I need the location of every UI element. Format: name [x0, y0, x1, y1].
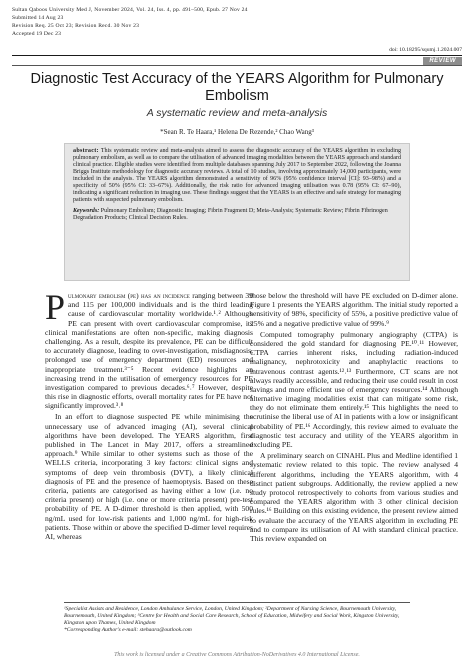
- submitted-date: Submitted 14 Aug 23: [12, 15, 64, 21]
- revision-dates: Revision Req. 25 Oct 23; Revision Recd. 30 Nov 23: [12, 23, 140, 29]
- abstract-label: abstract:: [73, 148, 99, 154]
- footnote-rule: [64, 602, 410, 603]
- accepted-date: Accepted 19 Dec 23: [12, 31, 62, 37]
- drop-cap: P: [45, 287, 66, 327]
- body-paragraph: [45, 287, 253, 411]
- author-list: *Sean R. Te Haara,¹ Helena De Rezende,² Chao Wang³: [160, 128, 314, 136]
- body-paragraph: those below the threshold will have PE excluded on D-dimer alone. Figure 1 presents the YEARS algorithm. The initial study reported a sensitivity of 98%, specificity of 55%, a positive predictive value of 25% and a negative predictive value of 99%.⁹: [250, 291, 458, 328]
- body-paragraph: A preliminary search on CINAHL Plus and Medline identified 1 systematic review related to this topic. The review analysed 4 different algorithms, including the YEARS algorithm, with 4 distinct patient subgroups. Additionally, the review applied a new study protocol retrospectively to cohorts from various studies and compared the YEARS algorithm with 3 other clinical decision rules.¹⁶ Building on this existing evidence, the present review aimed to evaluate the accuracy of the YEARS algorithm in excluding PE and to compare its utilisation of AI with standard clinical practice. This review expanded on: [250, 451, 458, 543]
- corresponding-author: *Corresponding Author's e-mail: stehaara@outlook.com: [64, 627, 192, 633]
- body-column-right: [250, 291, 458, 543]
- section-tag: REVIEW: [423, 57, 462, 65]
- lead-in-smallcaps: ulmonary embolism (pe) has an incidence: [68, 291, 190, 300]
- abstract: [73, 148, 401, 204]
- doi[interactable]: doi: 10.18295/squmj.1.2024.007: [389, 47, 462, 53]
- section-bar: [12, 57, 462, 66]
- license-notice[interactable]: This work is licensed under a Creative Commons Attribution-NoDerivatives 4.0 International License.: [114, 652, 360, 658]
- body-column-left: [45, 287, 253, 541]
- affiliations: ¹Specialist Assists and Residence, London Ambulance Service, London, United Kingdom; ²Department of Nursing Science, Bournemouth University, Bournemouth, United Kingdom; ³Centre for Health and Social Care Research, School of Education, Midwifery and Social Work, Kingston University, Kingston upon Thames, United Kingdom: [64, 606, 400, 626]
- footnotes: [64, 606, 410, 634]
- abstract-text: This systematic review and meta-analysis aimed to assess the diagnostic accuracy of the YEARS algorithm in excluding pulmonary embolism, as well as to compare the utilisation of advanced imaging modalities between the YEARS approach and standard clinical practice. Eligible studies were identified from multiple databases spanning July 2017 to September 2022, following the Joanna Briggs Institute methodology for diagnostic accuracy reviews. A total of 10 studies, involving approximately 14,000 participants, were included in the analysis. The YEARS algorithm demonstrated a sensitivity of 96% (95% confidence interval [CI]: 93–98%) and a specificity of 50% (95% CI: 33–67%). Additionally, the risk ratio for advanced imaging utilisation was 0.78 (95% CI: 67–90), indicating a significant reduction in imaging use. These findings suggest that the YEARS is an effective and safe strategy for managing patients with suspected pulmonary embolism.: [73, 148, 401, 203]
- keywords: [73, 208, 401, 222]
- body-paragraph: Computed tomography pulmonary angiography (CTPA) is considered the gold standard for diagnosing PE.¹⁰˒¹¹ However, CTPA carries inherent risks, including radiation-induced malignancy, nephrotoxicity and anaphylactic reactions to intravenous contrast agents.¹²˒¹³ Furthermore, CT scans are not always readily accessible, and reducing their use could result in cost savings and more efficient use of emergency resources.¹⁴ Although alternative imaging modalities exist that can mitigate some risk, they do not eliminate them entirely.¹⁵ This highlights the need to scrutinise the liberal use of AI in patients with a low or insignificant probability of PE.¹⁶ Accordingly, this review aimed to evaluate the diagnostic test accuracy and utility of the YEARS algorithm in excluding PE.: [250, 329, 458, 449]
- keywords-label: Keywords:: [73, 207, 100, 214]
- article-title: Diagnostic Test Accuracy of the YEARS Algorithm for Pulmonary Embolism: [30, 71, 444, 104]
- abstract-box: [64, 143, 410, 281]
- keywords-text: Pulmonary Embolism; Diagnostic Imaging; Fibrin Fragment D; Meta-Analysis; Systematic Review; Fibrin Fibrinogen Degradation Products; Clinical Decision Rules.: [73, 207, 388, 221]
- article-subtitle: A systematic review and meta-analysis: [146, 107, 328, 119]
- header-rule: [12, 55, 462, 56]
- journal-citation: Sultan Qaboos University Med J, November 2024, Vol. 24, Iss. 4, pp. 491–500, Epub. 27 Nov 24: [12, 7, 248, 13]
- paragraph-text: ranging between 39 and 115 per 100,000 individuals and is the third leading cause of cardiovascular mortality worldwide.¹˒² Although PE can present with overt cardiovascular compromise, its clinical manifestations are often non-specific, making diagnosis challenging. As a result, despite its prevalence, PE can be difficult to accurately diagnose, leading to over-investigation, misdiagnosis, prolonged use of emergency department (ED) resources and inappropriate treatment.³⁻⁵ Recent evidence highlights an increasing trend in the utilisation of emergency resources for PE investigation compared to previous decades.⁶˒⁷ However, despite this rise in diagnostic efforts, overall mortality rates for PE have not significantly improved.³˒⁸: [45, 291, 253, 411]
- body-paragraph: In an effort to diagnose suspected PE while minimising the unnecessary use of advanced imaging (AI), several clinical algorithms have been developed. The YEARS algorithm, first published in The Lancet in May 2017, offers a streamlined approach.⁹ While similar to other systems such as those of the WELLS criteria, incorporating 3 key factors: clinical signs and symptoms of deep vein thrombosis (DVT), a likely clinical diagnosis of PE and the presence of haemoptysis. Based on these criteria, patients are categorised as having either a low (i.e. no criteria present) or high (i.e. one or more criteria present) pre-test probability of PE. A D-dimer threshold is then applied, with 500 ng/mL used for low-risk patients and 1,000 ng/mL for high-risk patients. Those within or above the specified D-dimer level requires AI, whereas: [45, 412, 253, 541]
